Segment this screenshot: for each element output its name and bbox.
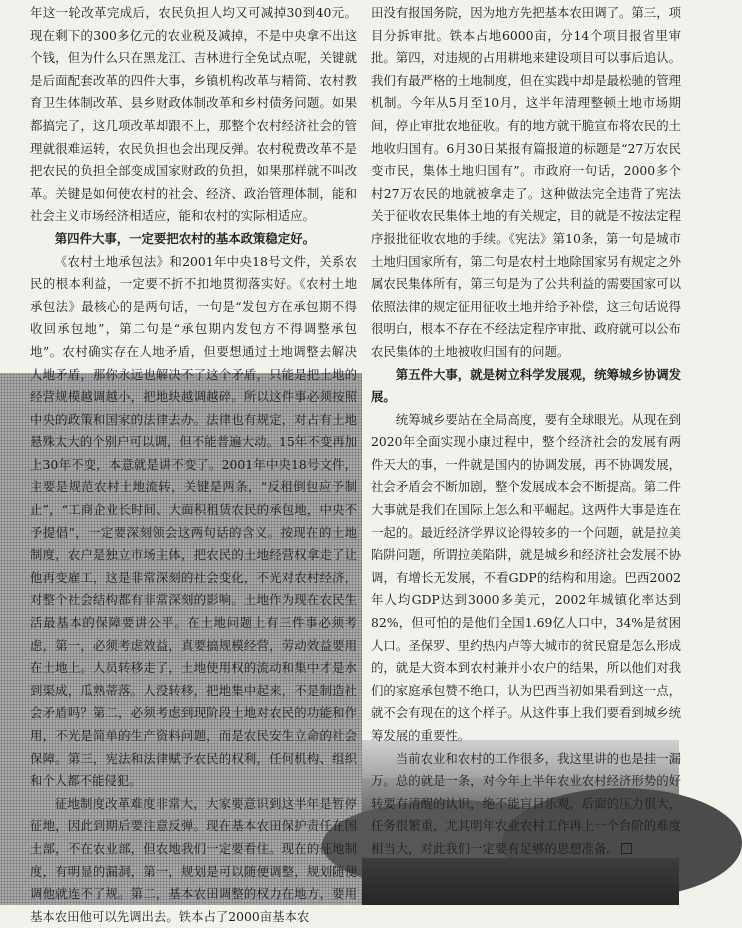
photo-field [362, 858, 679, 905]
right-column [371, 0, 681, 861]
right-paragraph-1: 田没有报国务院，因为地方先把基本农田调了。第三，项目分拆审批。铁本占地6000亩，分14个项目报省里审批。第四，对违规的占用耕地来建设项目可以事后追认。我们有最严格的土地制度，但在实践中却是最松驰的管理机制。今年从5月至10月，这半年清理整顿土地市场期间，停止审批农地征收。有的地方就干脆宣布将农民的土地收归国有。6月30日某报有篇报道的标题是“27万农民变市民，集体土地归国有”。市政府一句话，2000多个村27万农民的地就被拿走了。这种做法完全违背了宪法关于征收农民集体土地的有关规定，目的就是不按法定程序报批征收农地的手续。《宪法》第10条，第一句是城市土地归国家所有，第二句是农村土地除国家另有规定之外属农民集体所有，第三句是为了公共利益的需要国家可以依照法律的规定征用征收土地并给予补偿，这三句话说得很明白，根本不存在不经法定程序审批、政府就可以公布农民集体的土地被收归国有的问题。 [371, 5, 681, 359]
left-paragraph-3: 征地制度改革难度非常大，大家要意识到这半年是暂停征地，因此到期后要注意反弹。现在基本农田保护责任在国土部，不在农业部，但农地我们一定要看住。现在的征地制度，有明显的漏洞，第一，规划是可以随便调整，规划随便调他就连不了规。第二，基本农田调整的权力在地方，要用基本农田他可以先调出去。铁本占了2000亩基本农 [30, 795, 357, 924]
right-paragraph-3 [371, 748, 681, 861]
heading-fourth-matter: 第四件大事，一定要把农村的基本政策稳定好。 [54, 230, 315, 246]
left-paragraph-2: 《农村土地承包法》和2001年中央18号文件，关系农民的根本利益，一定要不折不扣地贯彻落实好。《农村土地承包法》最核心的是两句话，一句是“发包方在承包期不得收回承包地”，第二句是“承包期内发包方不得调整承包地”。农村确实存在人地矛盾，但要想通过土地调整去解决人地矛盾，那你永远也解决不了这个矛盾，只能是把土地的经营规模越调越小，把地块越调越碎。所以这件事必须按照中央的政策和国家的法律去办。法律也有规定，对占有土地悬殊太大的个别户可以调，但不能普遍大动。15年不变再加上30年不变，本意就是讲不变了。2001年中央18号文件，主要是规范农村土地流转，关键是两条，“反租倒包应予制止”，“工商企业长时间、大面积租赁农民的承包地，中央不予提倡”，一定要深刻领会这两句话的含义。按现在的土地制度，农户是独立市场主体，把农民的土地经营权拿走了让他再变雇工，这是非常深刻的社会变化，不光对农村经济，对整个社会结构都有非常深刻的影响。土地作为现在农民生活最基本的保障要讲公平。在土地问题上有三件事必须考虑，第一，必须考虑效益，真要搞规模经营，劳动效益要用在土地上。人员转移走了，土地使用权的流动和集中才是水到渠成，瓜熟蒂落。人没转移，把地集中起来，不是制造社会矛盾吗？第二，必须考虑到现阶段土地对农民的功能和作用，不光是简单的生产资料问题，而是农民安生立命的社会保障。第三，宪法和法律赋予农民的权利，任何机构、组织和个人都不能侵犯。 [30, 253, 357, 789]
left-paragraph-1: 年这一轮改革完成后，农民负担人均又可减掉30到40元。现在剩下的300多亿元的农业税及减掉，不是中央拿不出这个钱，但为什么只在黑龙江、吉林进行全免试点呢，关键就是后面配套改革的四件大事，乡镇机构改革与精简、农村教育卫生体制改革、县乡财政体制改革和乡村债务问题。如果都搞完了，这几项改革却跟不上，那整个农村经济社会的管理就很难运转，农民负担也会出现反弹。农村税费改革不是把农民的负担全部变成国家财政的负担，如果那样就不叫改革。关键是如何使农村的社会、经济、政治管理体制，能和社会主义市场经济相适应，能和农村的实际相适应。 [30, 5, 357, 224]
closing-text: 当前农业和农村的工作很多，我这里讲的也是挂一漏万。总的就是一条，对今年上半年农业农村经济形势的好转要有清醒的认识，绝不能盲目乐观，后面的压力很大，任务很繁重，尤其明年农业农村工作再上一个台阶的难度相当大，对此我们一定要有足够的思想准备。 [371, 750, 681, 856]
left-column [30, 0, 357, 928]
end-mark-icon [621, 843, 632, 854]
right-paragraph-2: 统筹城乡要站在全局高度，要有全球眼光。从现在到2020年全面实现小康过程中，整个经济社会的发展有两件天大的事，一件就是国内的协调发展，再不协调发展，社会矛盾会不断加剧，整个发展成本会不断提高。第二件大事就是我们在国际上怎么和平崛起。这两件大事是连在一起的。最近经济学界议论得较多的一个问题，就是拉美陷阱问题，所谓拉美陷阱，就是城乡和经济社会发展不协调，有增长无发展，不看GDP的结构和用途。巴西2002年人均GDP达到3000多美元，2002年城镇化率达到82%，但可怕的是他们全国1.69亿人口中，34%是贫困人口。圣保罗、里约热内卢等大城市的贫民窟是怎么形成的，就是大资本到农村兼并小农户的结果，所以他们对我们的家庭承包赞不绝口，认为巴西当初如果看到这一点，就不会有现在的这个样子。从这件事上我们要看到城乡统筹发展的重要性。 [371, 411, 681, 743]
heading-fifth-matter: 第五件大事，就是树立科学发展观，统筹城乡协调发展。 [371, 366, 681, 405]
